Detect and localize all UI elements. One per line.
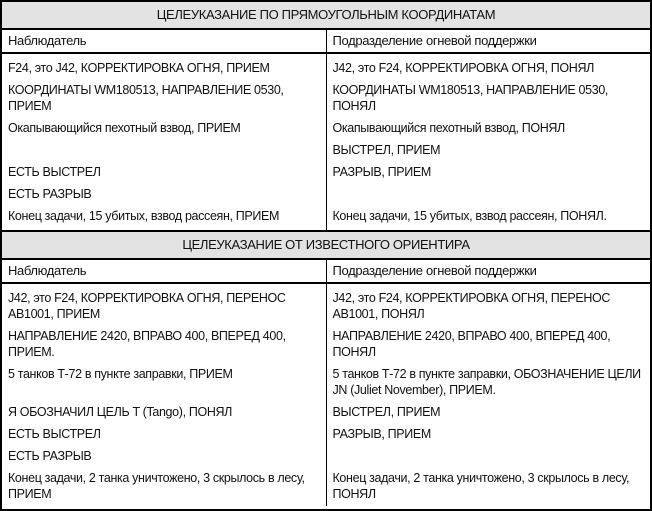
table-row: [2, 401, 650, 423]
fire-support-message: [326, 445, 650, 467]
table-row: [2, 467, 650, 506]
table-row: [2, 183, 650, 205]
fire-support-message: РАЗРЫВ, ПРИЕМ: [332, 165, 431, 179]
table-row: [2, 139, 650, 161]
section-title: ЦЕЛЕУКАЗАНИЕ ПО ПРЯМОУГОЛЬНЫМ КООРДИНАТАМ: [2, 2, 650, 29]
column-header-observer: Наблюдатель: [2, 29, 326, 53]
observer-message: F24, это J42, КОРРЕКТИРОВКА ОГНЯ, ПРИЕМ: [2, 53, 326, 79]
column-header-row: [2, 259, 650, 283]
column-header-fire-support: Подразделение огневой поддержки: [326, 259, 650, 283]
observer-message: Конец задачи, 2 танка уничтожено, 3 скрылось в лесу, ПРИЕМ: [2, 467, 326, 506]
fire-support-message: Окапывающийся пехотный взвод, ПОНЯЛ: [332, 121, 565, 135]
observer-message: ЕСТЬ РАЗРЫВ: [2, 183, 326, 205]
table-row: [2, 283, 650, 325]
table-row: [2, 205, 650, 231]
fire-support-message: Конец задачи, 15 убитых, взвод рассеян, ПОНЯЛ.: [332, 209, 607, 223]
fire-support-message: 5 танков Т-72 в пункте заправки, ОБОЗНАЧЕНИЕ ЦЕЛИ JN (Juliet November), ПРИЕМ.: [332, 367, 641, 397]
observer-message: Окапывающийся пехотный взвод, ПРИЕМ: [2, 117, 326, 139]
observer-message: [2, 139, 326, 161]
fire-support-message: КООРДИНАТЫ WM180513, НАПРАВЛЕНИЕ 0530, ПОНЯЛ: [332, 83, 609, 113]
observer-message: 5 танков Т-72 в пункте заправки, ПРИЕМ: [2, 363, 326, 401]
observer-message: Конец задачи, 15 убитых, взвод рассеян, ПРИЕМ: [2, 205, 326, 231]
table-row: [2, 423, 650, 445]
fire-support-message: [326, 183, 650, 205]
table-row: [2, 53, 650, 79]
fire-request-table: [2, 2, 650, 506]
column-header-observer: Наблюдатель: [2, 259, 326, 283]
table-row: [2, 79, 650, 117]
observer-message: Я ОБОЗНАЧИЛ ЦЕЛЬ T (Tango), ПОНЯЛ: [2, 401, 326, 423]
observer-message: ЕСТЬ РАЗРЫВ: [2, 445, 326, 467]
section-title-row: [2, 2, 650, 29]
table-row: [2, 325, 650, 363]
table-row: [2, 117, 650, 139]
fire-support-message: ВЫСТРЕЛ, ПРИЕМ: [332, 143, 441, 157]
observer-message: ЕСТЬ ВЫСТРЕЛ: [2, 161, 326, 183]
table-row: [2, 161, 650, 183]
observer-message: НАПРАВЛЕНИЕ 2420, ВПРАВО 400, ВПЕРЕД 400, ПРИЕМ.: [2, 325, 326, 363]
fire-support-message: ВЫСТРЕЛ, ПРИЕМ: [332, 405, 441, 419]
table-row: [2, 363, 650, 401]
column-header-fire-support: Подразделение огневой поддержки: [326, 29, 650, 53]
column-header-row: [2, 29, 650, 53]
fire-support-message: РАЗРЫВ, ПРИЕМ: [332, 427, 431, 441]
section-title-row: [2, 231, 650, 259]
observer-message: J42, это F24, КОРРЕКТИРОВКА ОГНЯ, ПЕРЕНОС AB1001, ПРИЕМ: [2, 283, 326, 325]
observer-message: ЕСТЬ ВЫСТРЕЛ: [2, 423, 326, 445]
fire-support-message: J42, это F24, КОРРЕКТИРОВКА ОГНЯ, ПОНЯЛ: [332, 61, 594, 75]
fire-support-message: НАПРАВЛЕНИЕ 2420, ВПРАВО 400, ВПЕРЕД 400, ПОНЯЛ: [332, 329, 611, 359]
section-title: ЦЕЛЕУКАЗАНИЕ ОТ ИЗВЕСТНОГО ОРИЕНТИРА: [2, 231, 650, 259]
table-row: [2, 445, 650, 467]
fire-support-message: Конец задачи, 2 танка уничтожено, 3 скрылось в лесу, ПОНЯЛ: [332, 471, 630, 501]
fire-support-message: J42, это F24, КОРРЕКТИРОВКА ОГНЯ, ПЕРЕНОС AB1001, ПОНЯЛ: [332, 291, 611, 321]
observer-message: КООРДИНАТЫ WM180513, НАПРАВЛЕНИЕ 0530, ПРИЕМ: [2, 79, 326, 117]
